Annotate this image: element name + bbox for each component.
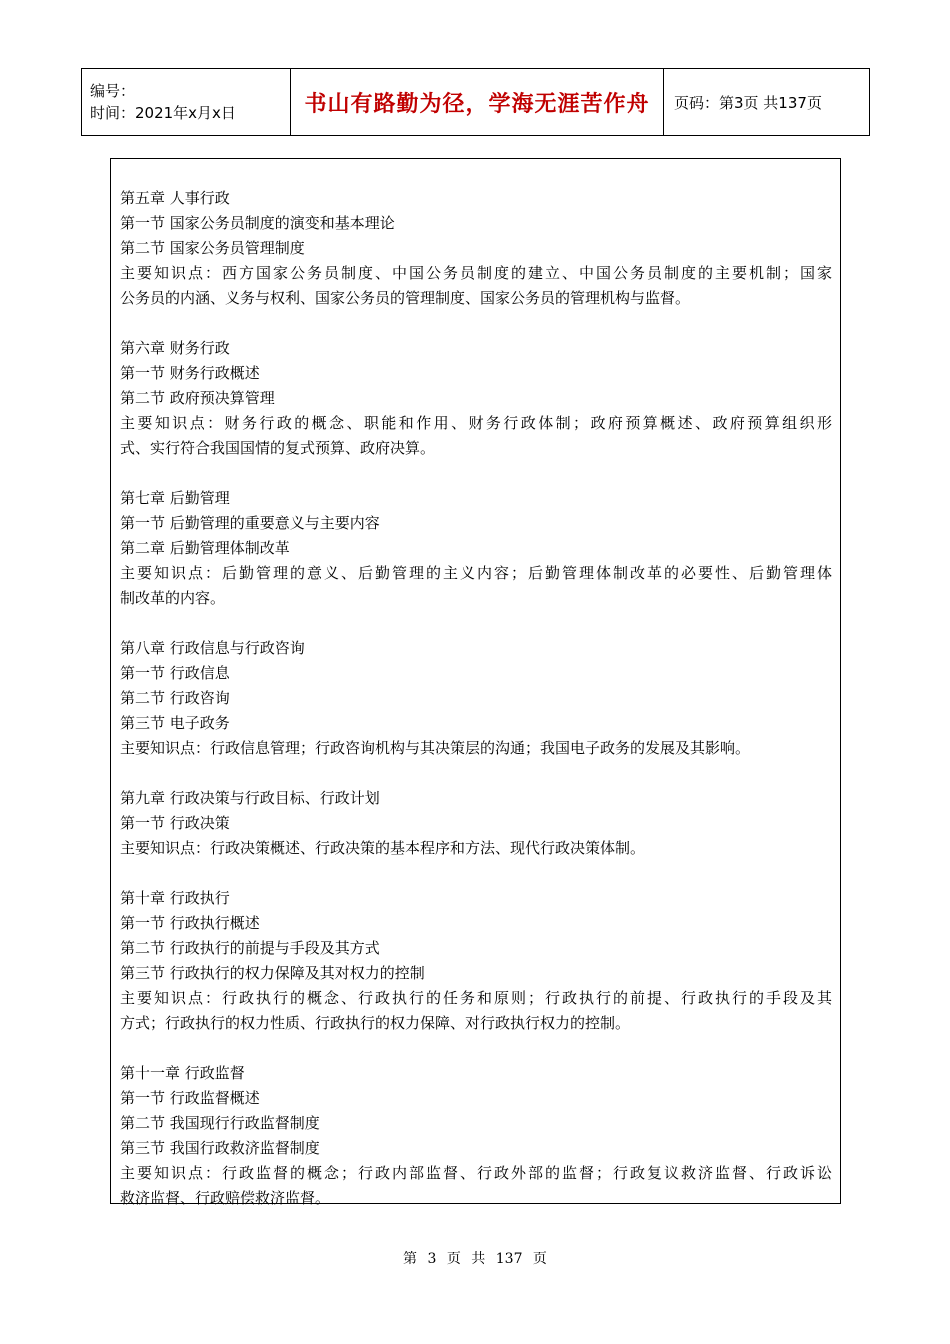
chapter-heading: 第五章 人事行政: [120, 189, 230, 207]
blank-line: [120, 311, 832, 336]
knowledge-points-line: 主要知识点：后勤管理的意义、后勤管理的主义内容；后勤管理体制改革的必要性、后勤管理体: [120, 564, 832, 582]
section-heading: 第一节 国家公务员制度的演变和基本理论: [120, 214, 395, 232]
section-heading: 第一节 行政决策: [120, 814, 230, 832]
knowledge-points-line: 制改革的内容。: [120, 589, 226, 607]
knowledge-points-line: 主要知识点：行政决策概述、行政决策的基本程序和方法、现代行政决策体制。: [120, 839, 646, 857]
section-heading: 第二节 我国现行行政监督制度: [120, 1114, 320, 1132]
section-heading: 第三节 电子政务: [120, 714, 230, 732]
chapter-heading: 第九章 行政决策与行政目标、行政计划: [120, 789, 380, 807]
blank-line: [120, 761, 832, 786]
chapter-heading: 第六章 财务行政: [120, 339, 230, 357]
section-heading: 第一节 后勤管理的重要意义与主要内容: [120, 514, 380, 532]
chapter-heading: 第八章 行政信息与行政咨询: [120, 639, 305, 657]
knowledge-points-line: 主要知识点：西方国家公务员制度、中国公务员制度的建立、中国公务员制度的主要机制；国家: [120, 264, 832, 282]
chapter-heading: 第七章 后勤管理: [120, 489, 230, 507]
knowledge-points-line: 方式；行政执行的权力性质、行政执行的权力保障、对行政执行权力的控制。: [120, 1014, 631, 1032]
chapter-heading: 第十章 行政执行: [120, 889, 230, 907]
page-header: [81, 68, 870, 136]
header-page-info: 页码：第3页 共137页: [664, 69, 870, 136]
section-heading: 第一节 行政执行概述: [120, 914, 260, 932]
section-heading: 第一节 财务行政概述: [120, 364, 260, 382]
chapter-heading: 第十一章 行政监督: [120, 1064, 245, 1082]
content-box: [110, 158, 841, 1207]
blank-line: [120, 461, 832, 486]
document-number: 编号：: [90, 82, 136, 100]
knowledge-points-line: 救济监督、行政赔偿救济监督。: [120, 1189, 331, 1207]
section-heading: 第一节 行政监督概述: [120, 1089, 260, 1107]
knowledge-points-line: 主要知识点：财务行政的概念、职能和作用、财务行政体制；政府预算概述、政府预算组织形: [120, 414, 832, 432]
blank-line: [120, 861, 832, 886]
section-heading: 第二节 国家公务员管理制度: [120, 239, 305, 257]
section-heading: 第三节 我国行政救济监督制度: [120, 1139, 320, 1157]
knowledge-points-line: 主要知识点：行政执行的概念、行政执行的任务和原则；行政执行的前提、行政执行的手段及其: [120, 989, 832, 1007]
section-heading: 第三节 行政执行的权力保障及其对权力的控制: [120, 964, 425, 982]
section-heading: 第二节 政府预决算管理: [120, 389, 275, 407]
knowledge-points-line: 主要知识点：行政监督的概念；行政内部监督、行政外部的监督；行政复议救济监督、行政诉讼: [120, 1164, 832, 1182]
header-motto: 书山有路勤为径，学海无涯苦作舟: [291, 69, 664, 136]
section-heading: 第一节 行政信息: [120, 664, 230, 682]
blank-line: [120, 1036, 832, 1061]
knowledge-points-line: 式、实行符合我国国情的复式预算、政府决算。: [120, 439, 436, 457]
section-heading: 第二节 行政执行的前提与手段及其方式: [120, 939, 380, 957]
header-meta: [82, 69, 291, 136]
document-date: 时间：2021年x月x日: [90, 104, 236, 122]
knowledge-points-line: 主要知识点：行政信息管理；行政咨询机构与其决策层的沟通；我国电子政务的发展及其影响。: [120, 739, 751, 757]
page-footer: 第 3 页 共 137 页: [403, 1251, 547, 1267]
knowledge-points-line: 公务员的内涵、义务与权利、国家公务员的管理制度、国家公务员的管理机构与监督。: [120, 289, 691, 307]
section-heading: 第二节 行政咨询: [120, 689, 230, 707]
chapter-heading: 第二章 后勤管理体制改革: [120, 539, 290, 557]
blank-line: [120, 611, 832, 636]
